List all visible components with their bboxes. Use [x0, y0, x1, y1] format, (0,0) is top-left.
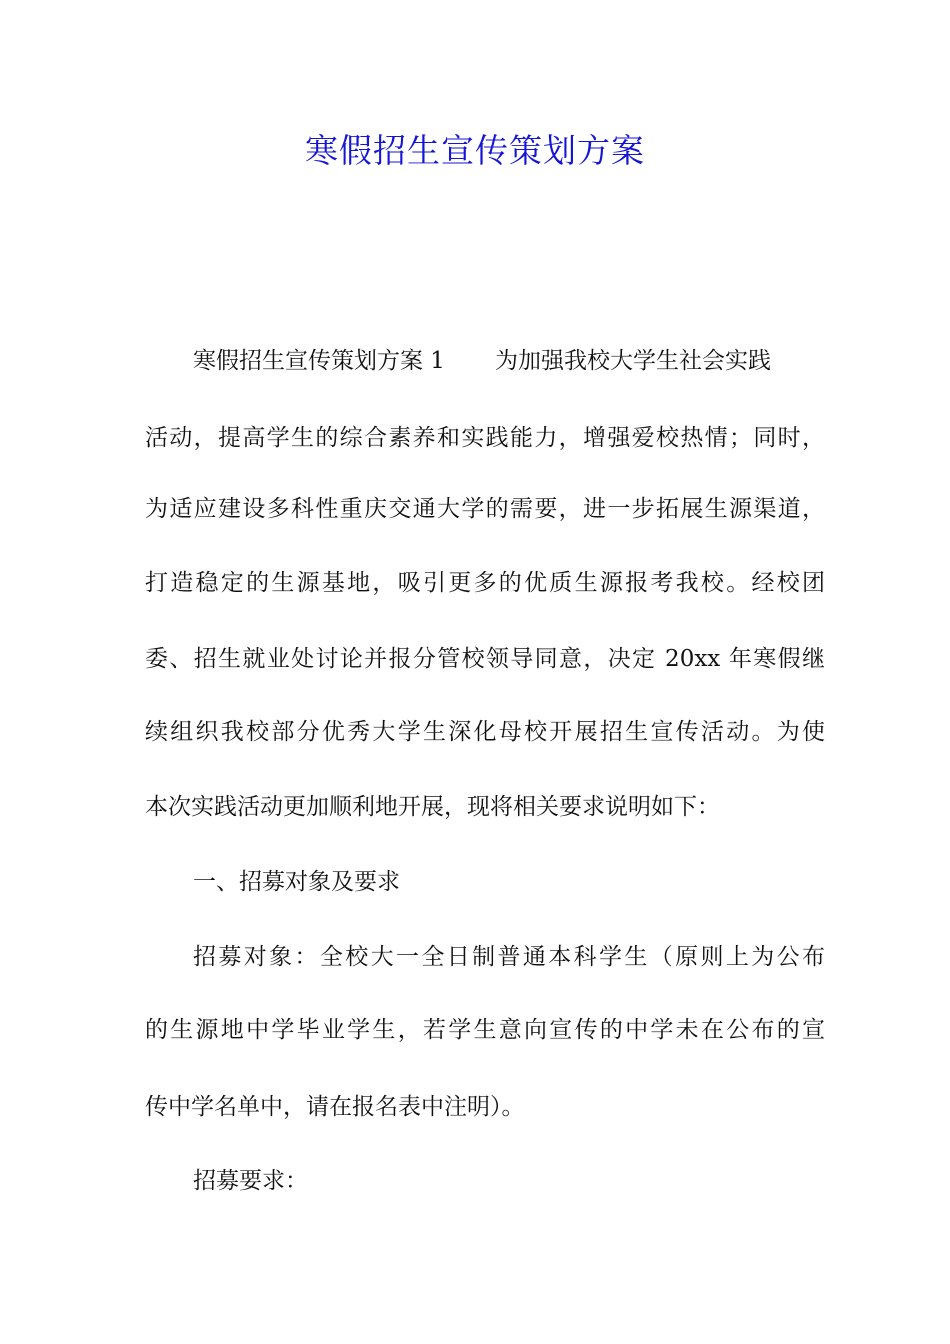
- section-subheading: 招募要求：: [193, 1168, 308, 1194]
- paragraph-line: 招募对象：全校大一全日制普通本科学生（原则上为公布: [193, 944, 825, 970]
- section-heading: 一、招募对象及要求: [193, 869, 400, 895]
- section-heading-inline: 寒假招生宣传策划方案 1: [193, 348, 445, 374]
- paragraph-line: 本次实践活动更加顺利地开展，现将相关要求说明如下：: [145, 794, 720, 820]
- paragraph-line: 续组织我校部分优秀大学生深化母校开展招生宣传活动。为使: [145, 719, 825, 745]
- document-title: 寒假招生宣传策划方案: [305, 131, 645, 170]
- paragraph-line: 活动，提高学生的综合素养和实践能力，增强爱校热情；同时，: [145, 425, 825, 451]
- paragraph-text: 为加强我校大学生社会实践: [494, 348, 771, 374]
- paragraph-line: [193, 343, 825, 379]
- paragraph-line: 传中学名单中，请在报名表中注明）。: [145, 1094, 525, 1120]
- paragraph-line: 为适应建设多科性重庆交通大学的需要，进一步拓展生源渠道，: [145, 496, 825, 522]
- paragraph-line: 打造稳定的生源基地，吸引更多的优质生源报考我校。经校团: [145, 570, 825, 596]
- paragraph-line: 的生源地中学毕业学生，若学生意向宣传的中学未在公布的宣: [145, 1017, 825, 1043]
- paragraph-line: 委、招生就业处讨论并报分管校领导同意，决定 20xx 年寒假继: [145, 646, 825, 672]
